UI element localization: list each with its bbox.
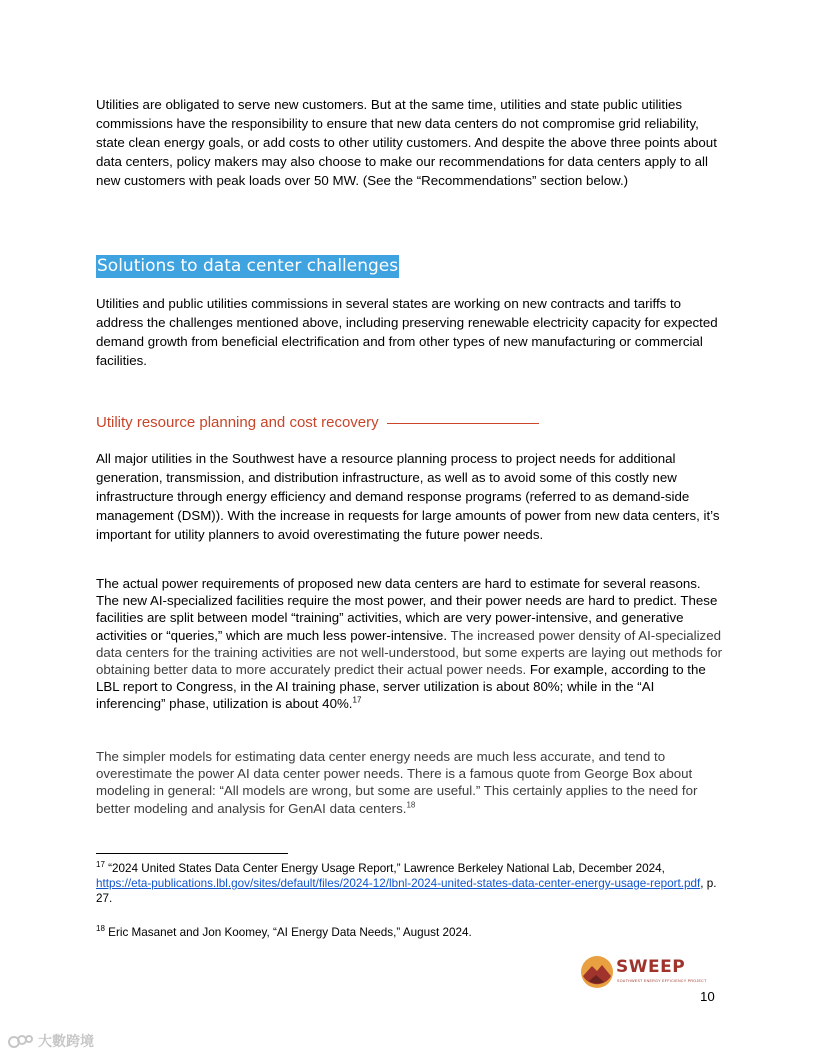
footnote-text: “2024 United States Data Center Energy Usage Report,” Lawrence Berkeley National Lab, December 2024, (104, 862, 665, 875)
subsection-heading: Utility resource planning and cost recovery (96, 414, 379, 431)
paragraph-2-part-a: The actual power requirements of proposed new data centers are hard to estimate for several reasons. The new AI-specialized facilities require the most power, and their power needs are hard to predict. These facilities are split between model “training” activities, which are very power-intensive, and generative activities or “queries,” which are much less power-intensive. (96, 576, 718, 643)
paragraph-2-part-b: The increased power density of AI-specialized data centers for the training activities are not well-understood, but some experts are laying out methods for obtaining better data to more accurately predict their actual power needs. (96, 627, 723, 678)
footnote-18 (96, 925, 724, 940)
footnote-divider (96, 853, 288, 854)
footnote-number: 18 (96, 924, 105, 934)
logo-tagline: SOUTHWEST ENERGY EFFICIENCY PROJECT (617, 979, 707, 983)
subsection-paragraph-1: All major utilities in the Southwest have a resource planning process to project needs for additional generation, transmission, and distribution infrastructure, as well as to avoid some of this costly new infrastructure through energy efficiency and demand response programs (referred to as demand-side management (DSM)). With the increase in requests for large amounts of power from new data centers, it’s important for utility planners to avoid overestimating the future power needs. (96, 451, 720, 542)
watermark-text: 大數跨境 (38, 1034, 94, 1050)
footnote-text: Eric Masanet and Jon Koomey, “AI Energy Data Needs,” August 2024. (104, 926, 472, 939)
footnote-17 (96, 861, 724, 906)
paragraph-2-part-c: For example, according to the LBL report to Congress, in the AI training phase, server utilization is about 80%; while in the “AI inferencing” phase, utilization is about 40%. (96, 662, 706, 712)
footnote-ref-18[interactable]: 18 (406, 800, 416, 810)
footnote-number: 17 (96, 860, 105, 870)
footnote-link[interactable]: https://eta-publications.lbl.gov/sites/default/files/2024-12/lbnl-2024-united-states-data-center-energy-usage-report.pdf (96, 877, 701, 890)
watermark (8, 1031, 94, 1051)
subsection-paragraph-3 (96, 748, 724, 817)
intro-paragraph: Utilities are obligated to serve new customers. But at the same time, utilities and state public utilities commissions have the responsibility to ensure that new data centers do not compromise grid reliability, state clean energy goals, or add costs to other utility customers. And despite the above three points about data centers, policy makers may also choose to make our recommendations for data centers apply to all new customers with peak loads over 50 MW. (See the “Recommendations” section below.) (96, 97, 717, 188)
heading-rule (387, 423, 539, 424)
footnote-page: , p. 27. (96, 877, 717, 905)
watermark-logo-icon (8, 1033, 34, 1049)
sweep-logo (580, 954, 707, 990)
paragraph-3-text: The simpler models for estimating data center energy needs are much less accurate, and tend to overestimate the power AI data center power needs. There is a famous quote from George Box about modeling in general: “All models are wrong, but some are useful.” This certainly applies to the need for better modeling and analysis for GenAI data centers. (96, 749, 698, 816)
section-paragraph: Utilities and public utilities commissions in several states are working on new contracts and tariffs to address the challenges mentioned above, including preserving renewable electricity capacity for expected demand growth from beneficial electrification and from other types of new manufacturing or commercial facilities. (96, 296, 718, 368)
subsection-paragraph-2 (96, 575, 724, 713)
section-heading: Solutions to data center challenges (97, 256, 399, 276)
sun-mountain-icon (580, 955, 614, 989)
logo-wordmark: SWEEP (616, 957, 686, 977)
footnote-ref-17[interactable]: 17 (352, 696, 362, 705)
subsection-heading-row (96, 413, 539, 433)
page-number: 10 (700, 989, 715, 1004)
